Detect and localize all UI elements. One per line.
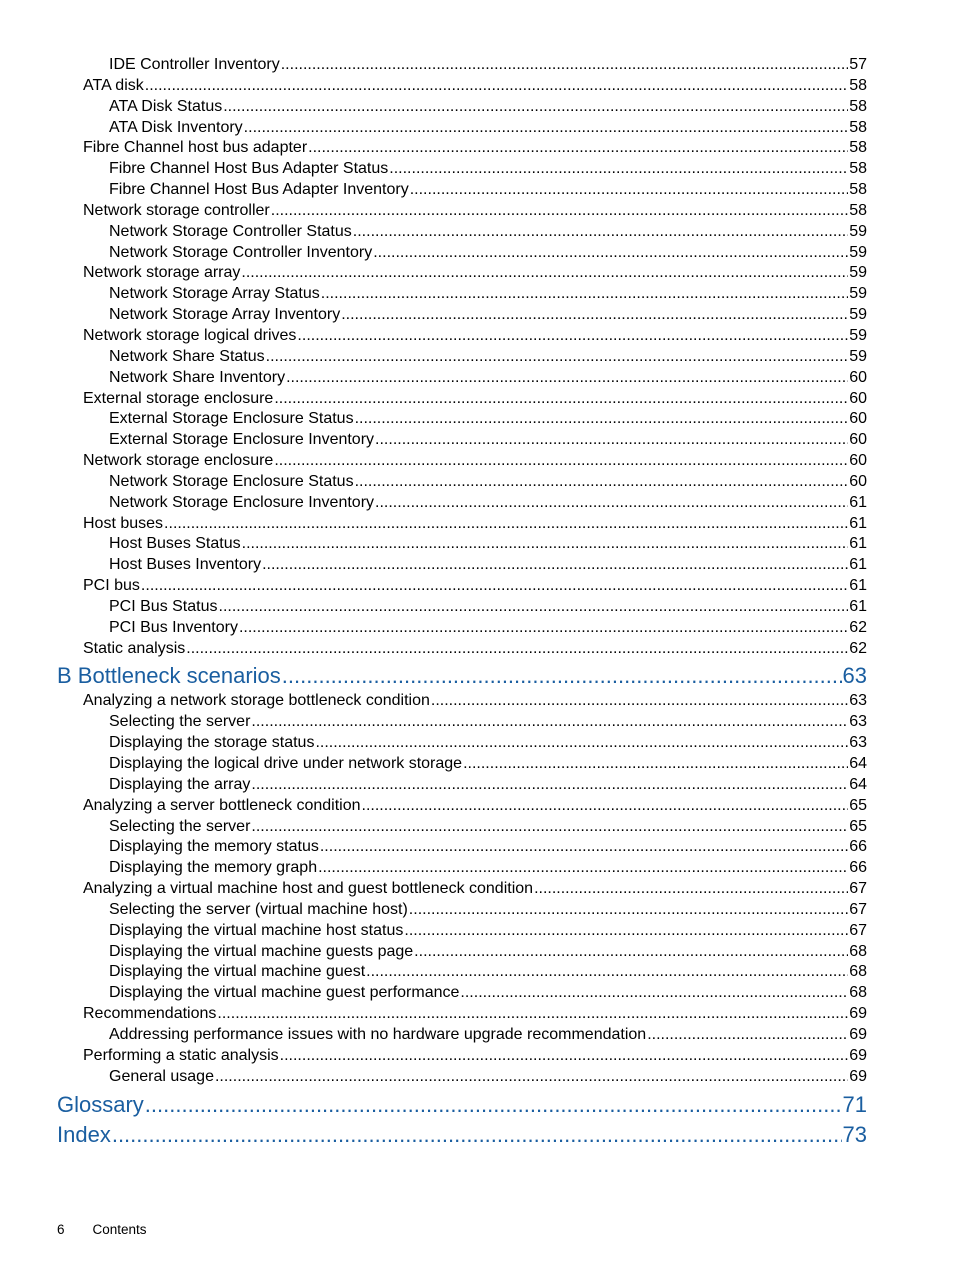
toc-subsection-entry[interactable] bbox=[0, 754, 954, 775]
dot-leader bbox=[251, 775, 848, 796]
toc-subsection-entry[interactable] bbox=[0, 534, 954, 555]
dot-leader bbox=[286, 368, 848, 389]
dot-leader bbox=[242, 534, 849, 555]
toc-entry-title: Displaying the memory graph bbox=[109, 859, 318, 877]
toc-entry-title: Network Storage Array Inventory bbox=[109, 306, 341, 324]
toc-entry-page-number: 58 bbox=[849, 76, 867, 94]
toc-entry-page-number: 63 bbox=[849, 734, 867, 752]
dot-leader bbox=[353, 222, 848, 243]
toc-entry-page-number: 61 bbox=[849, 597, 867, 615]
toc-entry-page-number: 68 bbox=[849, 942, 867, 960]
toc-entry-title: Selecting the server (virtual machine host) bbox=[109, 900, 408, 918]
toc-entry-title: Displaying the virtual machine guest bbox=[109, 963, 366, 981]
dot-leader bbox=[164, 514, 848, 535]
dot-leader bbox=[282, 661, 842, 691]
toc-entry-page-number: 61 bbox=[849, 556, 867, 574]
toc-entry-title: ATA disk bbox=[83, 76, 144, 94]
toc-entry-title: Network Storage Controller Inventory bbox=[109, 243, 373, 261]
toc-subsection-entry[interactable] bbox=[0, 243, 954, 264]
dot-leader bbox=[145, 1090, 842, 1120]
toc-subsection-entry[interactable] bbox=[0, 858, 954, 879]
toc-subsection-entry[interactable] bbox=[0, 284, 954, 305]
dot-leader bbox=[186, 639, 848, 660]
toc-section-entry[interactable] bbox=[0, 879, 954, 900]
dot-leader bbox=[239, 618, 848, 639]
toc-entry-title: Displaying the logical drive under network storage bbox=[109, 755, 463, 772]
toc-entry-page-number: 67 bbox=[849, 900, 867, 918]
toc-entry-page-number: 64 bbox=[849, 775, 867, 793]
toc-chapter-entry[interactable] bbox=[0, 1090, 954, 1120]
toc-subsection-entry[interactable] bbox=[0, 222, 954, 243]
dot-leader bbox=[355, 409, 849, 430]
dot-leader bbox=[318, 858, 848, 879]
toc-section-entry[interactable] bbox=[0, 138, 954, 159]
toc-section-entry[interactable] bbox=[0, 576, 954, 597]
toc-section-entry[interactable] bbox=[0, 326, 954, 347]
toc-entry-page-number: 58 bbox=[849, 160, 867, 178]
toc-entry-page-number: 58 bbox=[849, 201, 867, 219]
toc-entry-page-number: 60 bbox=[849, 389, 867, 407]
toc-section-entry[interactable] bbox=[0, 691, 954, 712]
toc-entry-page-number: 67 bbox=[849, 921, 867, 939]
toc-subsection-entry[interactable] bbox=[0, 347, 954, 368]
toc-entry-title: Network Share Inventory bbox=[109, 368, 286, 386]
toc-entry-title: Glossary bbox=[57, 1091, 144, 1117]
toc-entry-title: Analyzing a virtual machine host and guest bottleneck condition bbox=[83, 880, 534, 898]
toc-entry-page-number: 69 bbox=[849, 1025, 867, 1043]
dot-leader bbox=[244, 118, 849, 139]
dot-leader bbox=[223, 97, 848, 118]
toc-section-entry[interactable] bbox=[0, 1004, 954, 1025]
toc-subsection-entry[interactable] bbox=[0, 597, 954, 618]
toc-subsection-entry[interactable] bbox=[0, 817, 954, 838]
toc-subsection-entry[interactable] bbox=[0, 900, 954, 921]
toc-entry-page-number: 58 bbox=[849, 118, 867, 136]
toc-entry-page-number: 57 bbox=[849, 56, 867, 73]
toc-entry-page-number: 60 bbox=[849, 410, 867, 428]
toc-section-entry[interactable] bbox=[0, 451, 954, 472]
toc-section-entry[interactable] bbox=[0, 514, 954, 535]
dot-leader bbox=[414, 942, 848, 963]
toc-entry-page-number: 60 bbox=[849, 431, 867, 449]
dot-leader bbox=[463, 754, 848, 775]
dot-leader bbox=[251, 712, 848, 733]
toc-entry-page-number: 67 bbox=[849, 880, 867, 898]
toc-entry-page-number: 63 bbox=[849, 692, 867, 710]
toc-entry-page-number: 63 bbox=[842, 663, 867, 689]
dot-leader bbox=[262, 555, 848, 576]
toc-entry-page-number: 59 bbox=[849, 347, 867, 365]
toc-entry-title: Selecting the server bbox=[109, 817, 251, 835]
table-of-contents bbox=[0, 55, 954, 1150]
toc-entry-page-number: 64 bbox=[849, 755, 867, 772]
toc-entry-page-number: 61 bbox=[849, 514, 867, 532]
toc-section-entry[interactable] bbox=[0, 639, 954, 660]
page-footer bbox=[57, 1222, 147, 1237]
toc-entry-page-number: 62 bbox=[849, 618, 867, 636]
toc-entry-title: Host buses bbox=[83, 514, 164, 532]
toc-entry-title: Fibre Channel host bus adapter bbox=[83, 139, 308, 157]
toc-entry-page-number: 69 bbox=[849, 1005, 867, 1023]
toc-subsection-entry[interactable] bbox=[0, 55, 954, 76]
toc-section-entry[interactable] bbox=[0, 201, 954, 222]
dot-leader bbox=[315, 733, 848, 754]
toc-entry-page-number: 69 bbox=[849, 1046, 867, 1064]
dot-leader bbox=[404, 921, 848, 942]
toc-subsection-entry[interactable] bbox=[0, 305, 954, 326]
toc-subsection-entry[interactable] bbox=[0, 430, 954, 451]
toc-entry-page-number: 61 bbox=[849, 493, 867, 511]
dot-leader bbox=[321, 284, 848, 305]
toc-entry-page-number: 59 bbox=[849, 285, 867, 303]
toc-section-entry[interactable] bbox=[0, 796, 954, 817]
toc-entry-page-number: 66 bbox=[849, 859, 867, 877]
toc-entry-page-number: 65 bbox=[849, 796, 867, 814]
toc-entry-title: Static analysis bbox=[83, 639, 186, 657]
toc-entry-page-number: 59 bbox=[849, 326, 867, 344]
toc-entry-title: Fibre Channel Host Bus Adapter Status bbox=[109, 160, 389, 178]
toc-entry-page-number: 73 bbox=[842, 1121, 867, 1147]
dot-leader bbox=[341, 305, 848, 326]
dot-leader bbox=[266, 347, 849, 368]
toc-entry-page-number: 61 bbox=[849, 577, 867, 595]
dot-leader bbox=[409, 900, 848, 921]
toc-entry-title: Analyzing a server bottleneck condition bbox=[83, 796, 361, 814]
toc-subsection-entry[interactable] bbox=[0, 1067, 954, 1088]
toc-entry-title: Displaying the storage status bbox=[109, 734, 315, 752]
toc-entry-page-number: 58 bbox=[849, 97, 867, 115]
toc-section-entry[interactable] bbox=[0, 263, 954, 284]
toc-entry-title: Network storage controller bbox=[83, 201, 270, 219]
toc-entry-title: Analyzing a network storage bottleneck condition bbox=[83, 692, 430, 710]
dot-leader bbox=[271, 201, 848, 222]
toc-entry-title: Displaying the virtual machine host status bbox=[109, 921, 404, 939]
toc-subsection-entry[interactable] bbox=[0, 921, 954, 942]
dot-leader bbox=[375, 430, 848, 451]
toc-entry-page-number: 68 bbox=[849, 984, 867, 1002]
toc-entry-title: External storage enclosure bbox=[83, 389, 274, 407]
dot-leader bbox=[297, 326, 848, 347]
toc-subsection-entry[interactable] bbox=[0, 712, 954, 733]
toc-entry-title: IDE Controller Inventory bbox=[109, 56, 280, 73]
toc-subsection-entry[interactable] bbox=[0, 180, 954, 201]
toc-entry-page-number: 59 bbox=[849, 264, 867, 282]
toc-section-entry[interactable] bbox=[0, 389, 954, 410]
toc-entry-title: Network storage enclosure bbox=[83, 452, 274, 470]
toc-chapter-entry[interactable] bbox=[0, 1120, 954, 1150]
toc-entry-title: Displaying the virtual machine guests page bbox=[109, 942, 414, 960]
toc-entry-title: Selecting the server bbox=[109, 713, 251, 731]
toc-entry-title: Addressing performance issues with no hardware upgrade recommendation bbox=[109, 1025, 647, 1043]
dot-leader bbox=[112, 1120, 842, 1150]
toc-entry-title: External Storage Enclosure Inventory bbox=[109, 431, 375, 449]
toc-subsection-entry[interactable] bbox=[0, 368, 954, 389]
toc-subsection-entry[interactable] bbox=[0, 618, 954, 639]
toc-entry-title: B Bottleneck scenarios bbox=[57, 663, 281, 689]
toc-entry-title: Host Buses Inventory bbox=[109, 556, 262, 574]
toc-entry-page-number: 59 bbox=[849, 306, 867, 324]
toc-entry-title: External Storage Enclosure Status bbox=[109, 410, 354, 428]
toc-subsection-entry[interactable] bbox=[0, 983, 954, 1004]
toc-entry-title: Host Buses Status bbox=[109, 535, 241, 553]
toc-entry-title: General usage bbox=[109, 1067, 214, 1085]
toc-entry-title: PCI Bus Inventory bbox=[109, 618, 238, 636]
toc-entry-page-number: 66 bbox=[849, 838, 867, 856]
toc-entry-title: Network storage logical drives bbox=[83, 326, 297, 344]
dot-leader bbox=[145, 76, 848, 97]
toc-entry-page-number: 61 bbox=[849, 535, 867, 553]
dot-leader bbox=[355, 472, 849, 493]
footer-section-name: Contents bbox=[92, 1222, 147, 1237]
toc-section-entry[interactable] bbox=[0, 1046, 954, 1067]
toc-entry-title: Network Share Status bbox=[109, 347, 265, 365]
toc-entry-title: Displaying the memory status bbox=[109, 838, 319, 856]
toc-entry-title: Fibre Channel Host Bus Adapter Inventory bbox=[109, 181, 409, 199]
toc-subsection-entry[interactable] bbox=[0, 942, 954, 963]
toc-entry-title: Network storage array bbox=[83, 264, 241, 282]
toc-entry-page-number: 63 bbox=[849, 713, 867, 731]
toc-entry-page-number: 60 bbox=[849, 452, 867, 470]
toc-subsection-entry[interactable] bbox=[0, 962, 954, 983]
dot-leader bbox=[251, 817, 848, 838]
footer-page-number: 6 bbox=[57, 1222, 65, 1237]
toc-entry-page-number: 59 bbox=[849, 243, 867, 261]
toc-entry-page-number: 60 bbox=[849, 472, 867, 490]
toc-entry-title: ATA Disk Inventory bbox=[109, 118, 243, 136]
dot-leader bbox=[280, 1046, 849, 1067]
dot-leader bbox=[431, 691, 848, 712]
toc-entry-title: Displaying the virtual machine guest performance bbox=[109, 984, 460, 1002]
dot-leader bbox=[241, 263, 848, 284]
toc-entry-title: Performing a static analysis bbox=[83, 1046, 279, 1064]
toc-entry-page-number: 71 bbox=[842, 1091, 867, 1117]
dot-leader bbox=[373, 243, 848, 264]
dot-leader bbox=[281, 55, 848, 76]
toc-entry-title: Displaying the array bbox=[109, 775, 251, 793]
toc-entry-title: Network Storage Enclosure Status bbox=[109, 472, 354, 490]
toc-entry-page-number: 58 bbox=[849, 139, 867, 157]
toc-entry-page-number: 58 bbox=[849, 181, 867, 199]
toc-subsection-entry[interactable] bbox=[0, 555, 954, 576]
toc-entry-title: PCI Bus Status bbox=[109, 597, 218, 615]
dot-leader bbox=[308, 138, 848, 159]
dot-leader bbox=[534, 879, 848, 900]
toc-subsection-entry[interactable] bbox=[0, 409, 954, 430]
toc-subsection-entry[interactable] bbox=[0, 1025, 954, 1046]
toc-subsection-entry[interactable] bbox=[0, 472, 954, 493]
toc-entry-title: PCI bus bbox=[83, 577, 140, 595]
dot-leader bbox=[410, 180, 848, 201]
toc-entry-page-number: 60 bbox=[849, 368, 867, 386]
toc-entry-title: Network Storage Enclosure Inventory bbox=[109, 493, 375, 511]
toc-subsection-entry[interactable] bbox=[0, 118, 954, 139]
dot-leader bbox=[362, 796, 849, 817]
dot-leader bbox=[375, 493, 848, 514]
dot-leader bbox=[460, 983, 848, 1004]
toc-entry-page-number: 68 bbox=[849, 963, 867, 981]
toc-entry-page-number: 59 bbox=[849, 222, 867, 240]
toc-subsection-entry[interactable] bbox=[0, 493, 954, 514]
toc-subsection-entry[interactable] bbox=[0, 97, 954, 118]
toc-entry-title: Network Storage Array Status bbox=[109, 285, 320, 303]
toc-subsection-entry[interactable] bbox=[0, 159, 954, 180]
toc-subsection-entry[interactable] bbox=[0, 837, 954, 858]
dot-leader bbox=[647, 1025, 848, 1046]
dot-leader bbox=[320, 837, 848, 858]
dot-leader bbox=[215, 1067, 848, 1088]
toc-subsection-entry[interactable] bbox=[0, 733, 954, 754]
toc-entry-title: Network Storage Controller Status bbox=[109, 222, 352, 240]
toc-chapter-entry[interactable] bbox=[0, 661, 954, 691]
dot-leader bbox=[274, 389, 848, 410]
toc-entry-title: Index bbox=[57, 1121, 111, 1147]
toc-entry-page-number: 65 bbox=[849, 817, 867, 835]
dot-leader bbox=[389, 159, 848, 180]
dot-leader bbox=[366, 962, 848, 983]
dot-leader bbox=[274, 451, 848, 472]
dot-leader bbox=[217, 1004, 848, 1025]
toc-entry-page-number: 69 bbox=[849, 1067, 867, 1085]
toc-subsection-entry[interactable] bbox=[0, 775, 954, 796]
toc-entry-title: Recommendations bbox=[83, 1005, 217, 1023]
dot-leader bbox=[219, 597, 849, 618]
toc-entry-page-number: 62 bbox=[849, 639, 867, 657]
toc-section-entry[interactable] bbox=[0, 76, 954, 97]
toc-entry-title: ATA Disk Status bbox=[109, 97, 223, 115]
dot-leader bbox=[141, 576, 848, 597]
